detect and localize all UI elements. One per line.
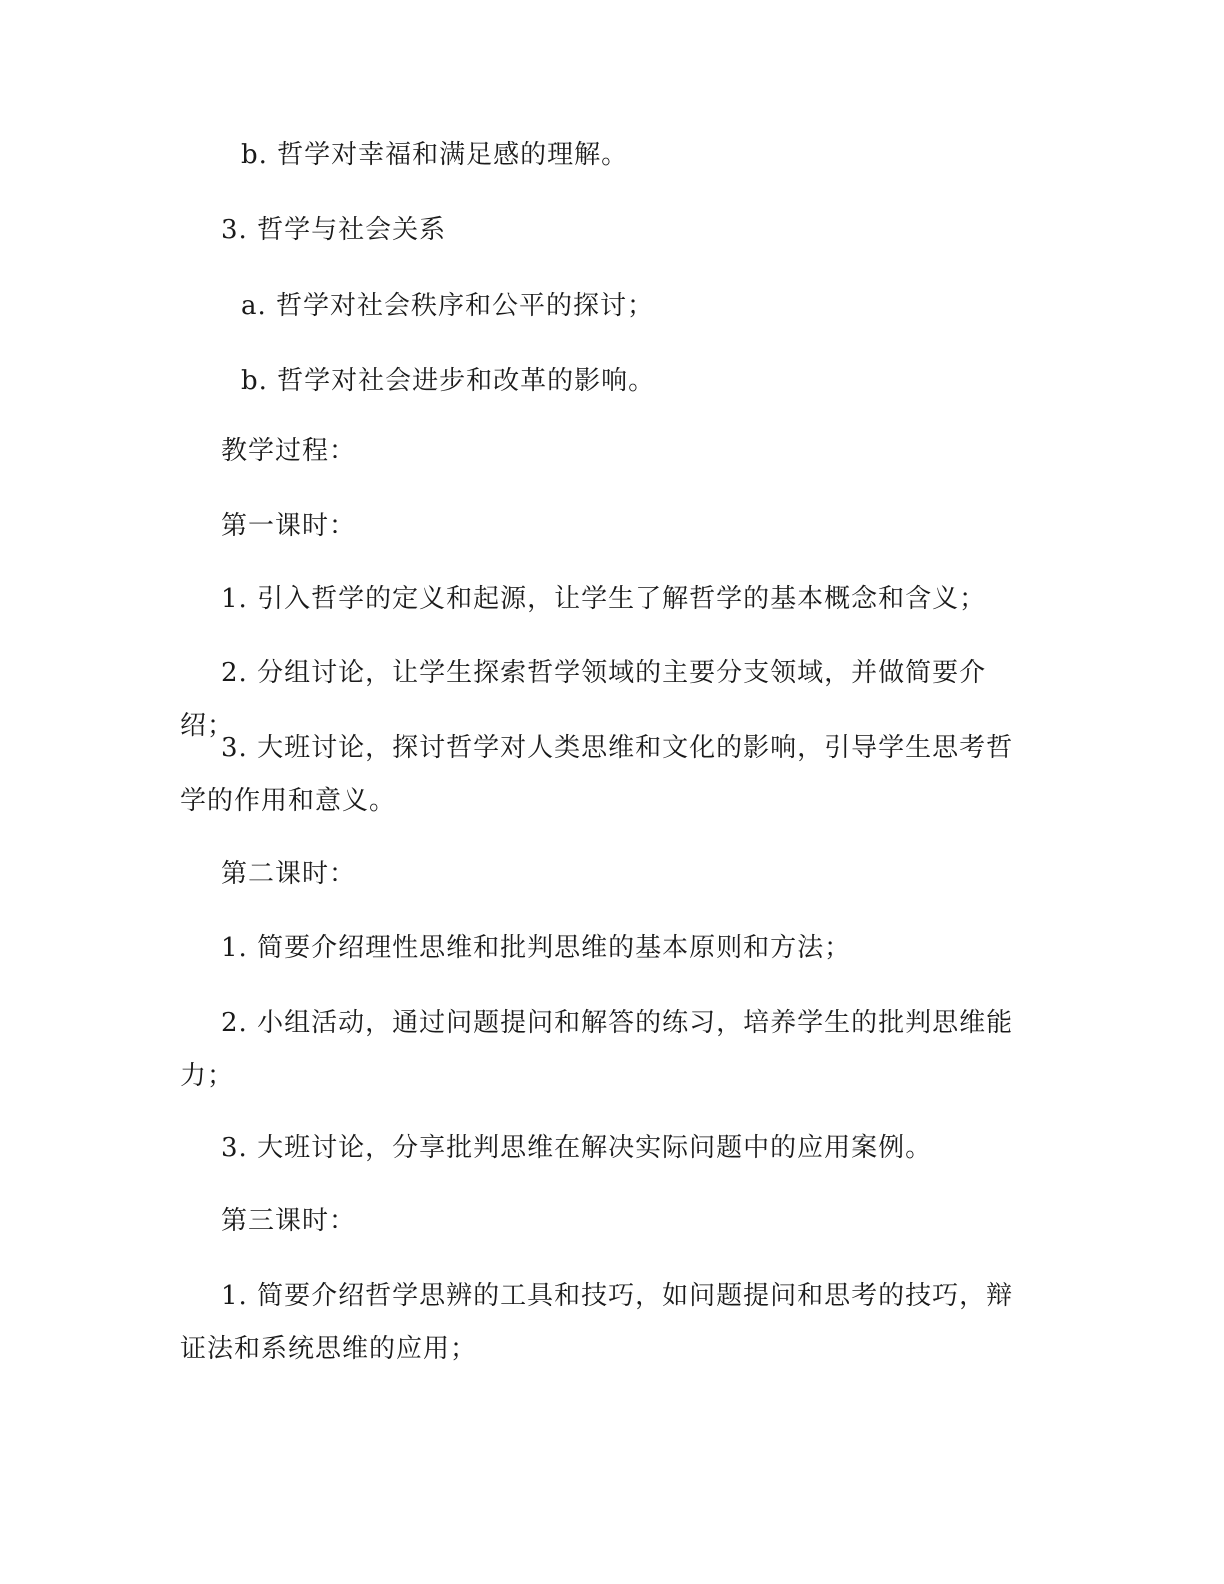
paragraph-lesson-1-item-1: 1. 引入哲学的定义和起源，让学生了解哲学的基本概念和含义；	[221, 584, 987, 614]
paragraph-item-b-progress: b. 哲学对社会进步和改革的影响。	[241, 366, 656, 396]
paragraph-lesson-3-heading: 第三课时：	[221, 1206, 357, 1236]
paragraph-lesson-1-item-3: 3. 大班讨论，探讨哲学对人类思维和文化的影响，引导学生思考哲学的作用和意义。	[180, 733, 1014, 816]
paragraph-lesson-1-item-2: 2. 分组讨论，让学生探索哲学领域的主要分支领域，并做简要介绍；	[180, 658, 987, 741]
paragraph-lesson-2-item-2: 2. 小组活动，通过问题提问和解答的练习，培养学生的批判思维能力；	[180, 1008, 1014, 1091]
paragraph-lesson-2-heading: 第二课时：	[221, 859, 357, 889]
paragraph-item-b-happiness: b. 哲学对幸福和满足感的理解。	[241, 140, 629, 170]
paragraph-lesson-2-item-1: 1. 简要介绍理性思维和批判思维的基本原则和方法；	[221, 933, 852, 963]
paragraph-lesson-1-heading: 第一课时：	[221, 511, 357, 541]
paragraph-heading-3-society: 3. 哲学与社会关系	[221, 215, 447, 245]
paragraph-teaching-process: 教学过程：	[221, 436, 357, 466]
paragraph-lesson-3-item-1: 1. 简要介绍哲学思辨的工具和技巧，如问题提问和思考的技巧，辩证法和系统思维的应用；	[180, 1281, 1014, 1364]
paragraph-lesson-2-item-3: 3. 大班讨论，分享批判思维在解决实际问题中的应用案例。	[221, 1133, 933, 1163]
paragraph-item-a-order: a. 哲学对社会秩序和公平的探讨；	[241, 291, 655, 321]
